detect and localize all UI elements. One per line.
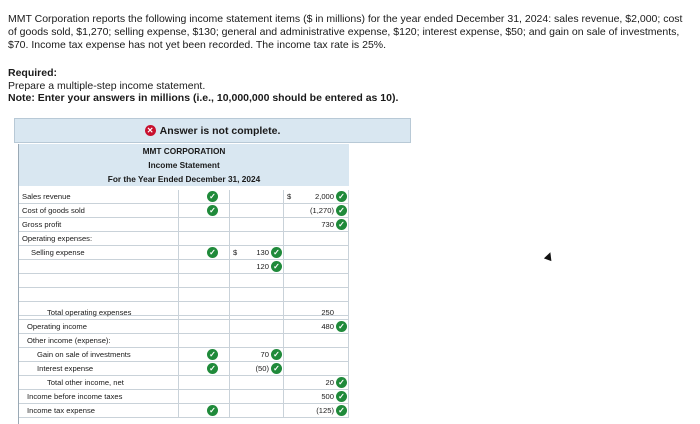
table-row <box>19 334 349 348</box>
label-cell: Operating income <box>19 320 179 334</box>
check-circle-icon: ✓ <box>336 219 347 230</box>
table-row <box>19 288 349 302</box>
table-row <box>19 362 349 376</box>
amount-cell[interactable] <box>229 274 284 288</box>
check-circle-icon: ✓ <box>207 191 218 202</box>
table-row <box>19 306 349 320</box>
amount-cell[interactable]: 120 ✓ <box>229 260 284 274</box>
amount-cell[interactable] <box>229 288 284 302</box>
amount-cell <box>229 334 284 348</box>
check-circle-icon: ✓ <box>336 405 347 416</box>
amount-cell[interactable]: (125) ✓ <box>284 404 349 418</box>
required-section <box>8 67 398 105</box>
table-row <box>19 204 349 218</box>
table-row <box>19 190 349 204</box>
statement-title: Income Statement <box>19 158 349 172</box>
table-row <box>19 320 349 334</box>
amount-cell <box>229 232 284 246</box>
label-cell[interactable] <box>19 274 179 288</box>
label-cell: Other income (expense): <box>19 334 179 348</box>
label-cell[interactable]: Selling expense <box>19 246 179 260</box>
amount-cell <box>284 274 349 288</box>
amount-cell: 20 ✓ <box>284 376 349 390</box>
table-row <box>19 218 349 232</box>
x-circle-icon: ✕ <box>145 125 156 136</box>
amount-cell <box>229 376 284 390</box>
check-circle-icon: ✓ <box>336 191 347 202</box>
company-name: MMT CORPORATION <box>19 144 349 158</box>
amount-cell <box>284 232 349 246</box>
required-heading: Required: <box>8 67 58 79</box>
amount-cell <box>284 246 349 260</box>
amount-cell <box>229 390 284 404</box>
mouse-cursor-icon <box>544 251 554 261</box>
label-cell: Income before income taxes <box>19 390 179 404</box>
label-cell[interactable]: Cost of goods sold <box>19 204 179 218</box>
table-row <box>19 260 349 274</box>
amount-cell <box>284 362 349 376</box>
amount-cell: 250 <box>284 306 349 320</box>
amount-cell <box>229 404 284 418</box>
label-cell: Total operating expenses <box>19 306 179 320</box>
amount-cell[interactable]: (50) ✓ <box>229 362 284 376</box>
check-circle-icon: ✓ <box>207 349 218 360</box>
amount-cell: 480 ✓ <box>284 320 349 334</box>
label-cell[interactable]: Interest expense <box>19 362 179 376</box>
label-cell[interactable]: Income tax expense <box>19 404 179 418</box>
table-row <box>19 246 349 260</box>
amount-cell[interactable] <box>229 204 284 218</box>
check-circle-icon: ✓ <box>271 247 282 258</box>
table-row <box>19 404 349 418</box>
amount-cell[interactable]: $ 2,000 ✓ <box>284 190 349 204</box>
label-cell[interactable]: Sales revenue <box>19 190 179 204</box>
check-circle-icon: ✓ <box>271 349 282 360</box>
check-circle-icon: ✓ <box>207 363 218 374</box>
label-cell: Operating expenses: <box>19 232 179 246</box>
amount-cell <box>284 334 349 348</box>
table-row <box>19 348 349 362</box>
amount-cell <box>284 288 349 302</box>
amount-cell <box>229 306 284 320</box>
table-row <box>19 274 349 288</box>
check-circle-icon: ✓ <box>207 405 218 416</box>
amount-cell: 730 ✓ <box>284 218 349 232</box>
status-banner <box>14 118 411 143</box>
income-statement-table <box>18 144 348 424</box>
amount-cell[interactable] <box>229 190 284 204</box>
label-cell: Total other income, net <box>19 376 179 390</box>
required-note: Note: Enter your answers in millions (i.e., 10,000,000 should be entered as 10). <box>8 92 399 104</box>
required-instruction: Prepare a multiple-step income statement. <box>8 79 206 92</box>
check-circle-icon: ✓ <box>207 205 218 216</box>
amount-cell: 500 ✓ <box>284 390 349 404</box>
amount-cell[interactable]: 70 ✓ <box>229 348 284 362</box>
banner-text: Answer is not complete. <box>159 124 281 137</box>
amount-cell <box>229 218 284 232</box>
amount-cell[interactable]: $ 130 ✓ <box>229 246 284 260</box>
table-row <box>19 232 349 246</box>
table-row <box>19 390 349 404</box>
check-circle-icon: ✓ <box>336 391 347 402</box>
check-circle-icon: ✓ <box>271 363 282 374</box>
label-cell: Gross profit <box>19 218 179 232</box>
amount-cell <box>229 320 284 334</box>
amount-cell[interactable]: (1,270) ✓ <box>284 204 349 218</box>
label-cell[interactable]: Gain on sale of investments <box>19 348 179 362</box>
check-circle-icon: ✓ <box>271 261 282 272</box>
check-circle-icon: ✓ <box>336 377 347 388</box>
amount-cell <box>284 348 349 362</box>
amount-cell <box>284 260 349 274</box>
problem-text: MMT Corporation reports the following income statement items ($ in millions) for the year ended December 31, 2024: sales revenue, $2,000; cost of goods sold, $1,270; selling expense, $130; general and administrative expense, $120; interest expense, $50; and gain on sale of investments, $70. Income tax expense has not yet been recorded. The income tax rate is 25%. <box>8 13 683 52</box>
label-cell[interactable] <box>19 288 179 302</box>
label-cell[interactable] <box>19 260 179 274</box>
check-circle-icon: ✓ <box>336 205 347 216</box>
check-circle-icon: ✓ <box>336 321 347 332</box>
table-row <box>19 376 349 390</box>
statement-period: For the Year Ended December 31, 2024 <box>19 172 349 186</box>
check-circle-icon: ✓ <box>207 247 218 258</box>
